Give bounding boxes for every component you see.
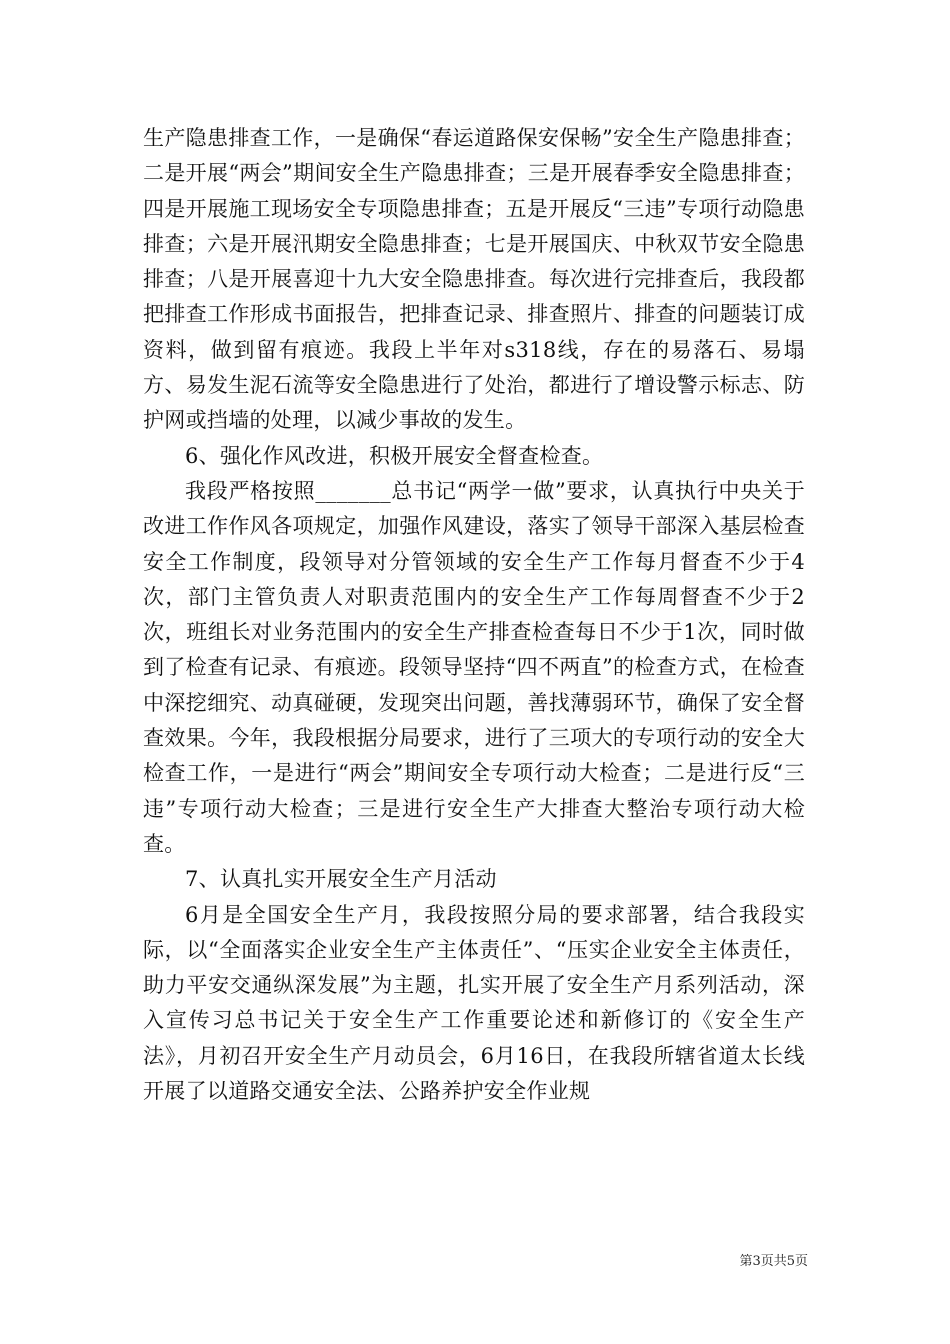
paragraph-safety-month: 6月是全国安全生产月，我段按照分局的要求部署，结合我段实际，以“全面落实企业安全生产主体责任”、“压实企业安全主体责任，助力平安交通纵深发展”为主题，扎实开展了安全生产月系列活动，深入宣传习总书记关于安全生产工作重要论述和新修订的《安全生产法》，月初召开安全生产月动员会，6月16日，在我段所辖省道太长线开展了以道路交通安全法、公路养护安全作业规 <box>143 902 805 1104</box>
section-heading-6: 6、强化作风改进，积极开展安全督查检查。 <box>185 443 604 468</box>
page-number: 第3页共5页 <box>739 1254 808 1269</box>
paragraph-hazard-inspection: 生产隐患排查工作，一是确保“春运道路保安保畅”安全生产隐患排查；二是开展“两会”期间安全生产隐患排查；三是开展春季安全隐患排查；四是开展施工现场安全专项隐患排查；五是开展反“三违”专项行动隐患排查；六是开展汛期安全隐患排查；七是开展国庆、中秋双节安全隐患排查；八是开展喜迎十九大安全隐患排查。每次进行完排查后，我段都把排查工作形成书面报告，把排查记录、排查照片、排查的问题装订成资料，做到留有痕迹。我段上半年对s318线，存在的易落石、易塌方、易发生泥石流等安全隐患进行了处治，都进行了增设警示标志、防护网或挡墙的处理，以减少事故的发生。 <box>143 126 805 433</box>
section-heading-7: 7、认真扎实开展安全生产月活动 <box>185 867 497 892</box>
paragraph-supervision: 我段严格按照_______总书记“两学一做”要求，认真执行中央关于改进工作作风各项规定，加强作风建设，落实了领导干部深入基层检查安全工作制度，段领导对分管领域的安全生产工作每月督查不少于4次，部门主管负责人对职责范围内的安全生产工作每周督查不少于2次，班组长对业务范围内的安全生产排查检查每日不少于1次，同时做到了检查有记录、有痕迹。段领导坚持“四不两直”的检查方式，在检查中深挖细究、动真碰硬，发现突出问题，善找薄弱环节，确保了安全督查效果。今年，我段根据分局要求，进行了三项大的专项行动的安全大检查工作，一是进行“两会”期间安全专项行动大检查；二是进行反“三违”专项行动大检查；三是进行安全生产大排查大整治专项行动大检查。 <box>143 478 805 856</box>
body-text <box>143 121 805 1109</box>
